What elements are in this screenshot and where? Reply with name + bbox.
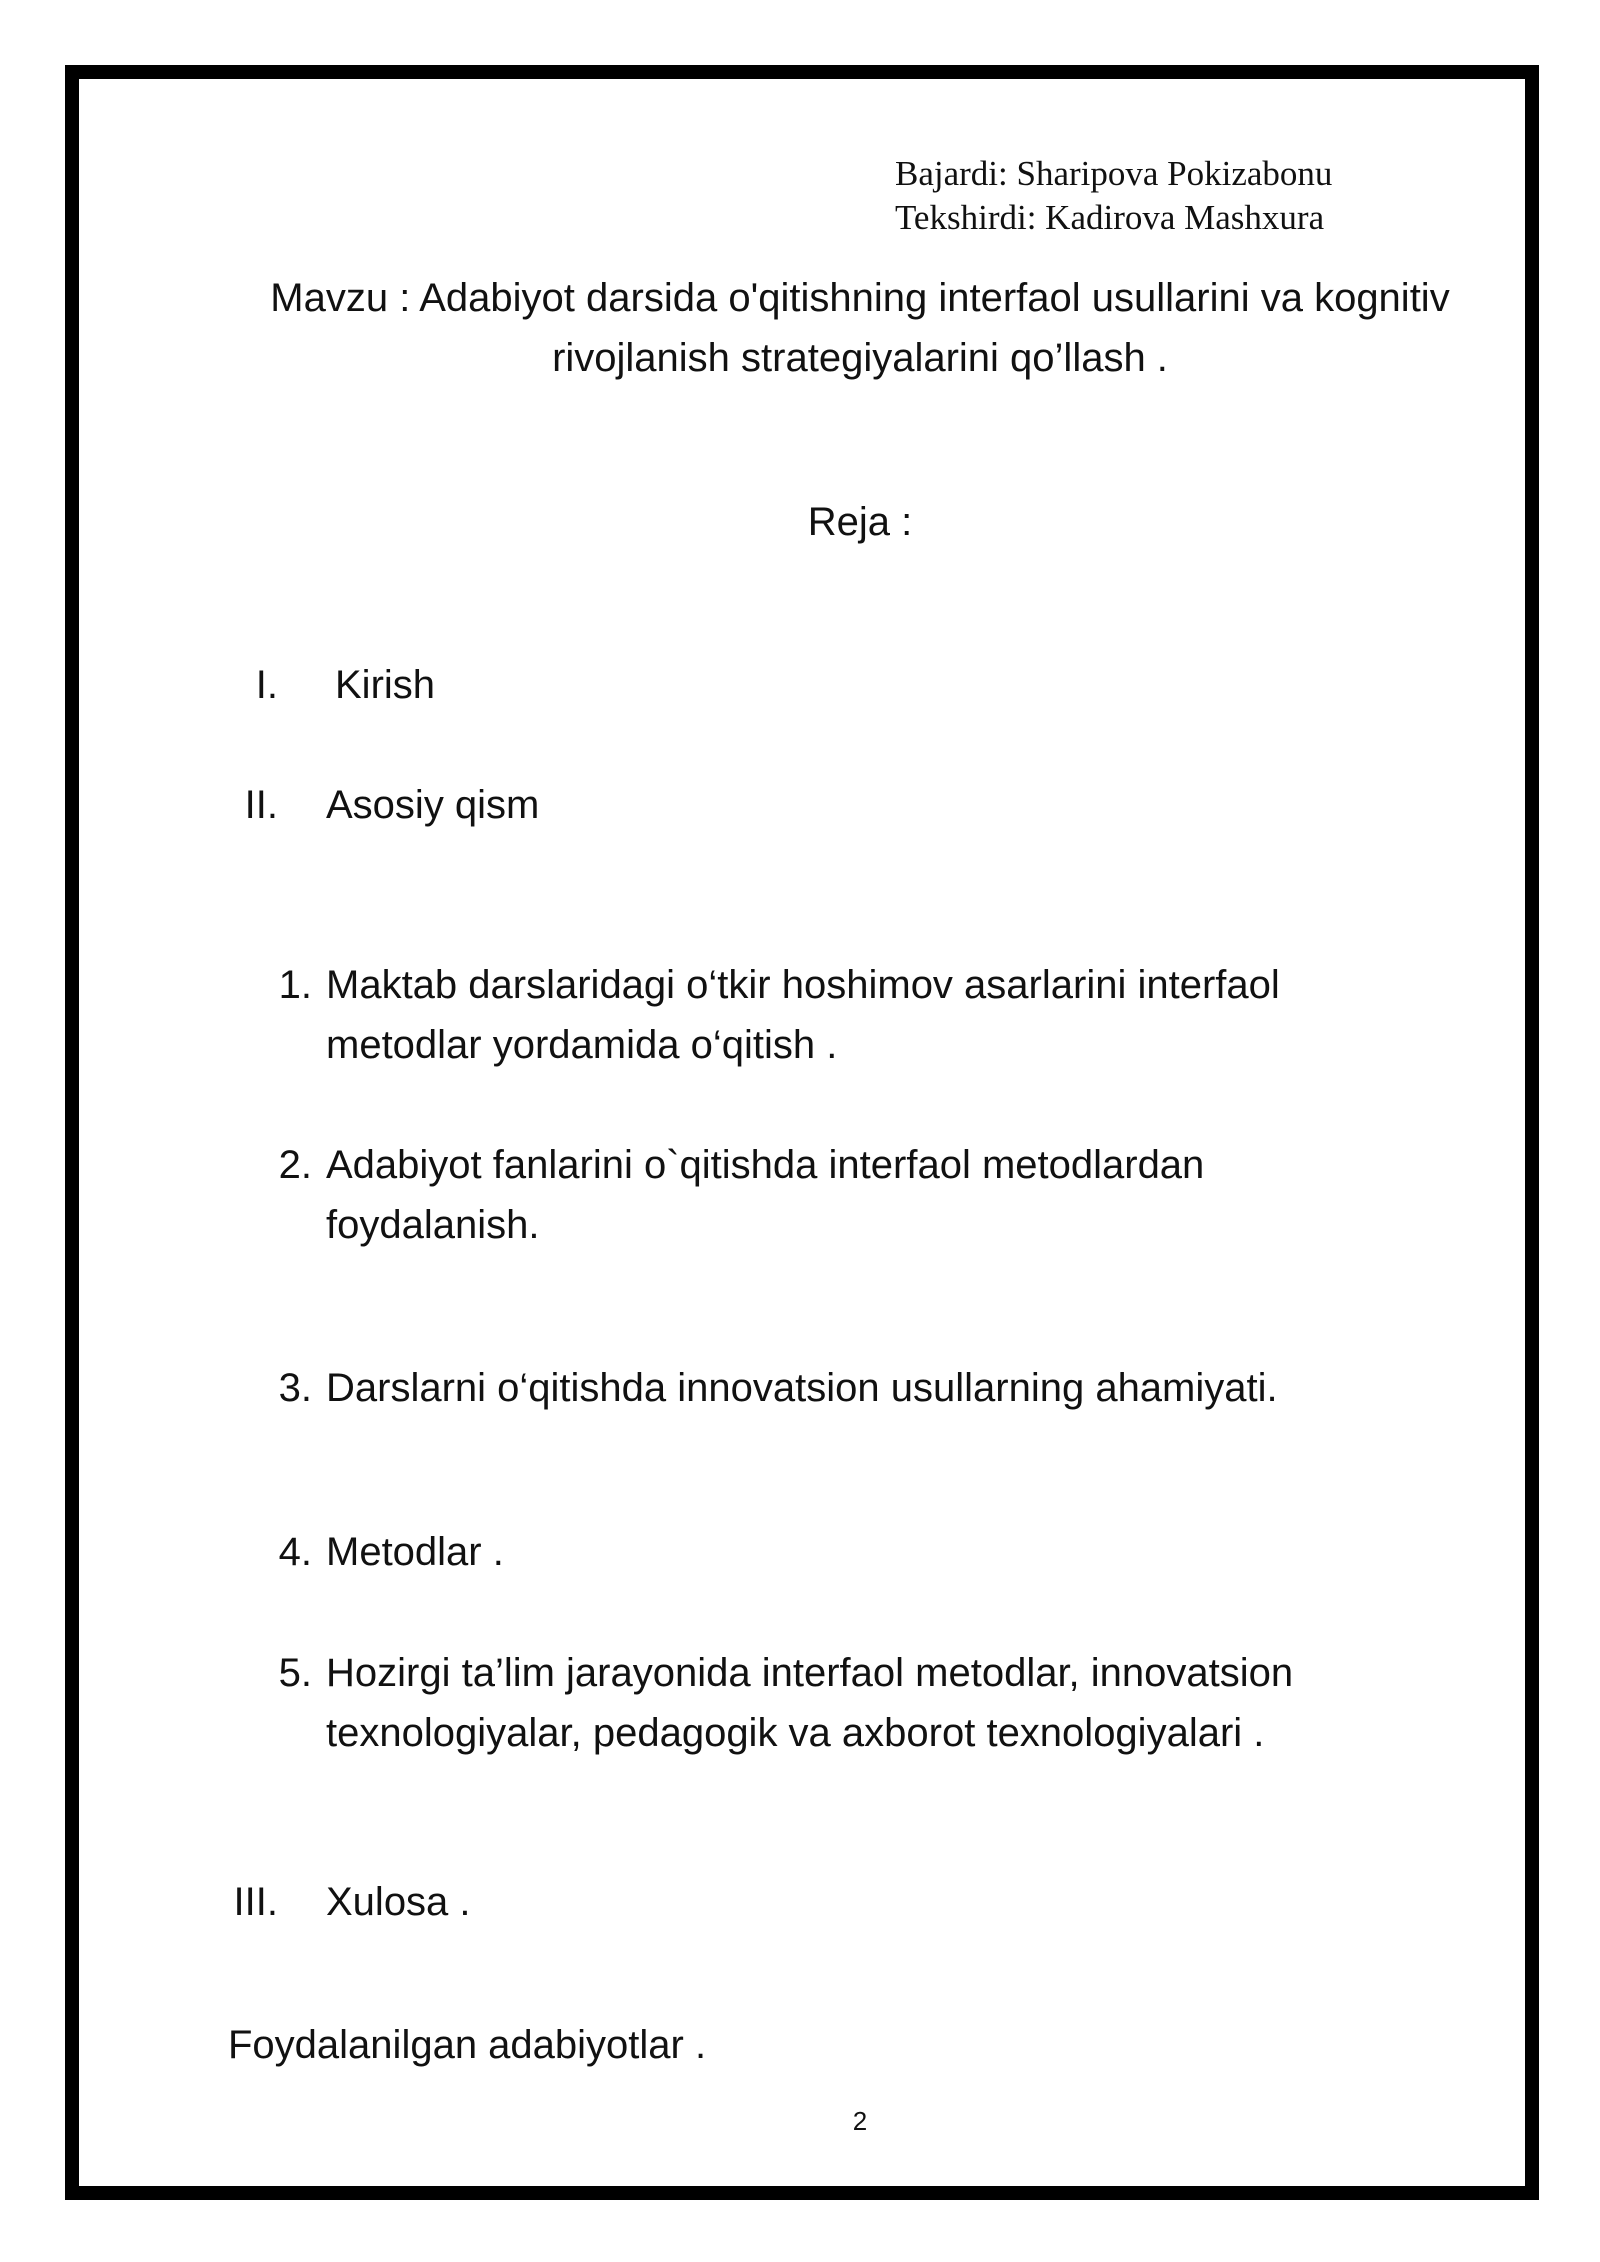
subsection-number: 4. — [278, 1530, 312, 1574]
subsection-number: 3. — [278, 1366, 312, 1410]
subsection-text: Darslarni o‘qitishda innovatsion usullarning ahamiyati. — [326, 1366, 1278, 1410]
subsection-item — [260, 1522, 1400, 1582]
performed-by: Bajardi: Sharipova Pokizabonu — [895, 154, 1333, 193]
subsection-item — [260, 1643, 1400, 1763]
subsection-item — [260, 955, 1400, 1075]
section-number: I. — [255, 663, 278, 707]
author-block — [895, 152, 1332, 240]
section-label: Kirish — [335, 663, 436, 707]
subsection-number: 1. — [278, 963, 312, 1007]
subsection-text: Metodlar . — [326, 1530, 504, 1574]
references-heading: Foydalanilgan adabiyotlar . — [228, 2023, 707, 2067]
subsection-number: 2. — [278, 1143, 312, 1187]
section-number: III. — [233, 1880, 278, 1924]
section-label: Asosiy qism — [326, 783, 540, 827]
subsection-text: Adabiyot fanlarini o`qitishda interfaol metodlardan foydalanish. — [326, 1143, 1205, 1247]
subsection-number: 5. — [278, 1651, 312, 1695]
checked-by: Tekshirdi: Kadirova Mashxura — [895, 198, 1325, 237]
subsection-item — [260, 1358, 1400, 1418]
section-number: II. — [244, 783, 278, 827]
topic-heading: Mavzu : Adabiyot darsida o'qitishning interfaol usullarini va kognitiv rivojlanish strategiyalarini qo’llash . — [270, 276, 1450, 380]
subsection-text: Maktab darslaridagi o‘tkir hoshimov asarlarini interfaol metodlar yordamida o‘qitish . — [326, 963, 1280, 1067]
subsection-item — [260, 1135, 1400, 1255]
subsection-text: Hozirgi ta’lim jarayonida interfaol metodlar, innovatsion texnologiyalar, pedagogik va axborot texnologiyalari . — [326, 1651, 1294, 1755]
plan-title: Reja : — [807, 500, 913, 544]
page-number: 2 — [852, 2106, 868, 2136]
section-label: Xulosa . — [326, 1880, 471, 1924]
